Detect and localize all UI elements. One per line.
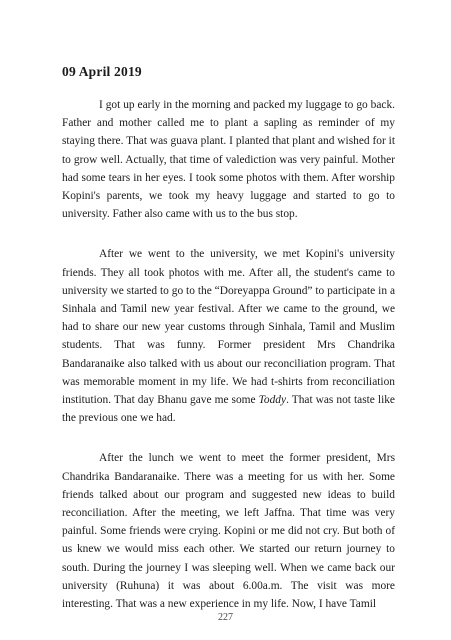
paragraph-university-festival	[62, 245, 395, 427]
paragraph-text: I got up early in the morning and packed my luggage to go back. Father and mother called me to plant a sapling as reminder of my staying there. That was guava plant. I planted that plant and wished for it to grow well. Actually, that time of valediction was very painful. Mother had some tears in her eyes. I took some photos with them. After worship Kopini's parents, we took my heavy luggage and started to go to university. Father also came with us to the bus stop.	[62, 99, 395, 221]
page-number: 227	[218, 612, 233, 623]
document-body	[62, 96, 395, 635]
italic-term-toddy: Toddy	[258, 394, 287, 407]
entry-date-heading: 09 April 2019	[62, 64, 142, 79]
paragraph-departure	[62, 96, 395, 223]
paragraph-text-continued: . That was not taste like the previous one we had.	[62, 394, 395, 425]
paragraph-text: After the lunch we went to meet the former president, Mrs Chandrika Bandaranaike. There was a meeting for us with her. Some friends talked about our program and suggested new ideas to build reconciliation. After the meeting, we left Jaffna. That time was very painful. Some friends were crying. Kopini or me did not cry. But both of us knew we would miss each other. We started our return journey to south. During the journey I was sleeping well. When we came back our university (Ruhuna) it was about 6.00a.m. The visit was more interesting. That was a new experience in my life. Now, I have Tamil	[62, 452, 395, 611]
paragraph-meeting-president	[62, 449, 395, 613]
paragraph-text: After we went to the university, we met Kopini's university friends. They all took photos with me. After all, the student's came to university we started to go to the “Doreyappa Ground” to participate in a Sinhala and Tamil new year festival. After we came to the ground, we had to share our new year customs through Sinhala, Tamil and Muslim students. That was funny. Former president Mrs Chandrika Bandaranaike also talked with us about our reconciliation program. That was memorable moment in my life. We had t-shirts from reconciliation institution. That day Bhanu gave me some	[62, 248, 395, 407]
